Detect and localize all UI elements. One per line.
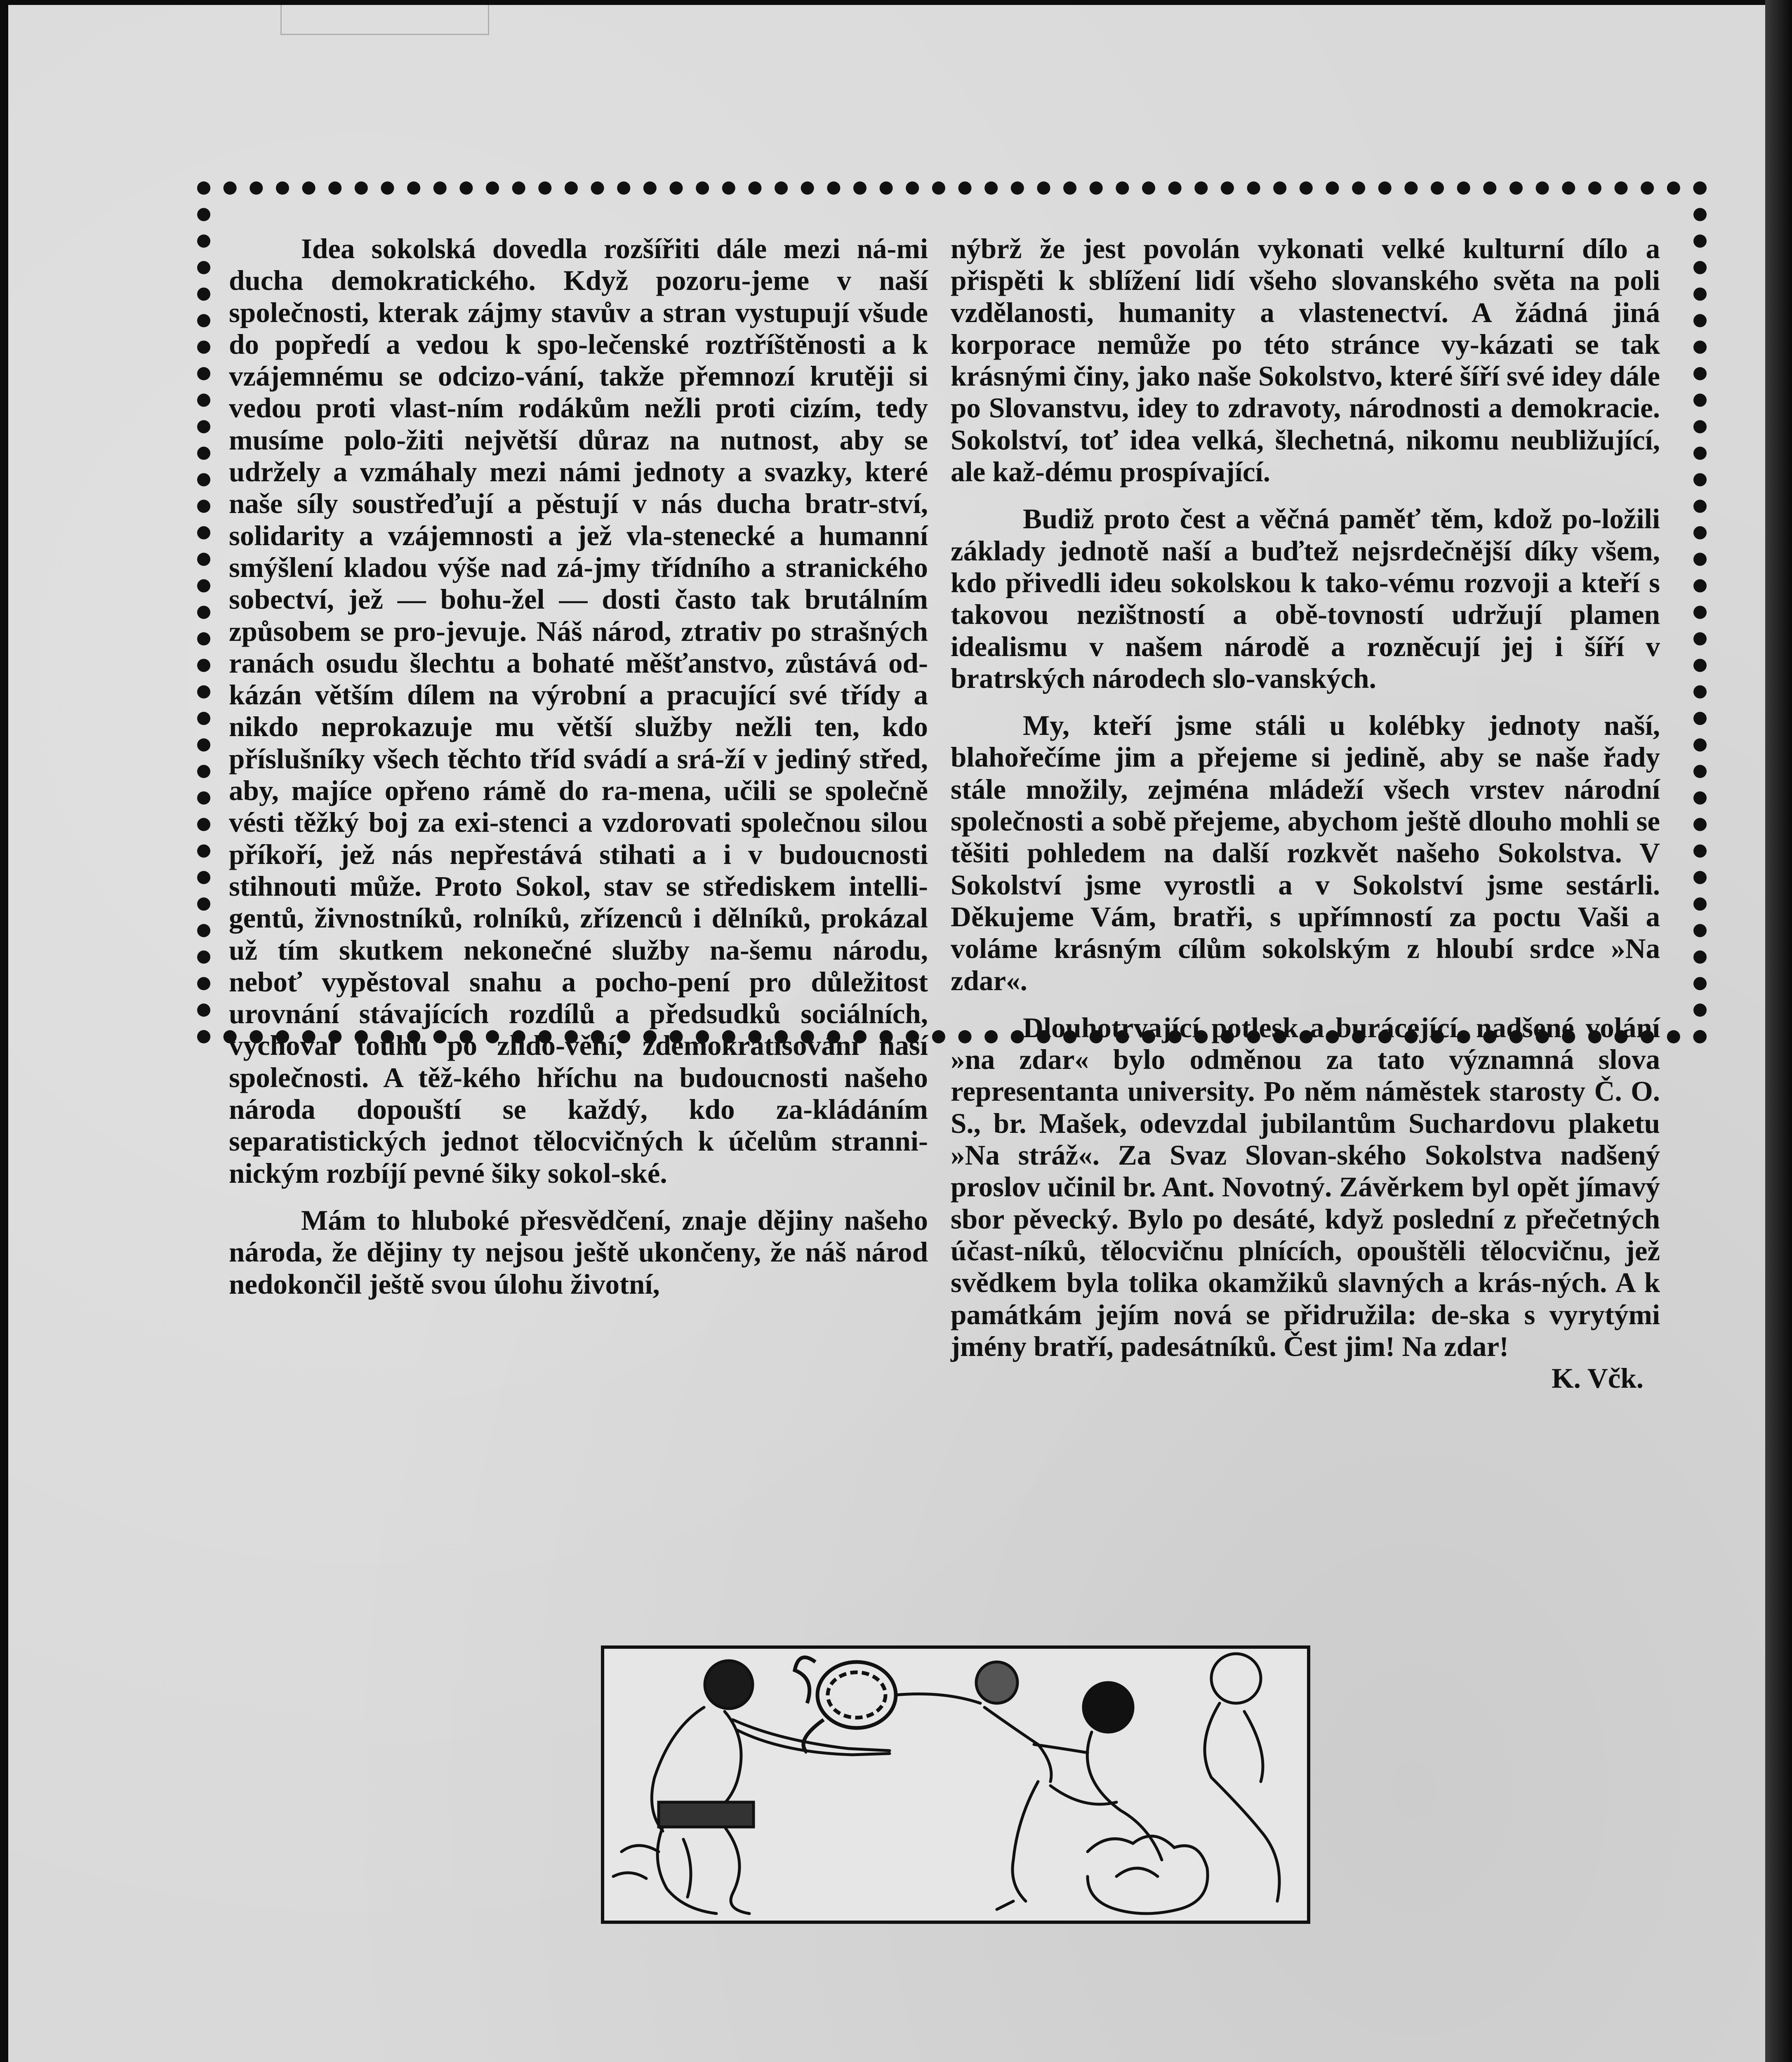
right-paragraph-2: Budiž proto čest a věčná paměť těm, kdož po-ložili základy jednotě naší a buďtež nejsrdečnější díky všem, kdo přivedli ideu sokolskou k tako-vému rozvoji a kteří s takovou nezištností a obě-tovností udržují plamen idealismu v našem národě a rozněcují jej i šíří v bratrských národech slo-vanských. <box>951 503 1660 694</box>
right-paragraph-4 <box>951 1012 1660 1394</box>
left-column <box>229 233 928 1300</box>
illustration-drawing <box>601 1645 1310 1924</box>
right-paragraph-1: nýbrž že jest povolán vykonati velké kulturní dílo a přispěti k sblížení lidí všeho slovanského světa na poli vzdělanosti, humanity a vlastenectví. A žádná jiná korporace nemůže po této stránce vy-kázati se tak krásnými činy, jako naše Sokolstvo, které šíří své idey dále po Slovanstvu, idey to zdravoty, národnosti a demokracie. Sokolství, toť idea velká, šlechetná, nikomu neubližující, ale kaž-dému prospívající. <box>951 233 1660 488</box>
signature: K. Včk. <box>1551 1363 1644 1394</box>
left-paragraph-1: Idea sokolská dovedla rozšířiti dále mezi ná-mi ducha demokratického. Když pozoru-jeme v naší společnosti, kterak zájmy stavův a stran vystupují všude do popředí a vedou k spo-lečenské roztříštěnosti a k vzájemnému se odcizo-vání, takže přemnozí krutěji si vedou proti vlast-ním rodákům nežli proti cizím, tedy musíme polo-žiti největší důraz na nutnost, aby se udržely a vzmáhaly mezi námi jednoty a svazky, které naše síly soustřeďují a pěstují v nás ducha bratr-ství, solidarity a vzájemnosti a jež vla-stenecké a humanní smýšlení kladou výše nad zá-jmy třídního a stranického sobectví, jež — bohu-žel — dosti často tak brutálním způsobem se pro-jevuje. Náš národ, ztrativ po strašných ranách osudu šlechtu a bohaté měšťanstvo, zůstává od-kázán větším dílem na výrobní a pracující své třídy a nikdo neprokazuje mu větší služby nežli ten, kdo příslušníky všech těchto tříd svádí a srá-ží v jediný střed, aby, majíce opřeno rámě do ra-mena, učili se společně vésti těžký boj za exi-stenci a vzdorovati společnou silou příkoří, jež nás nepřestává stihati a i v budoucnosti stihnouti může. Proto Sokol, stav se střediskem intelli-gentů, živnostníků, rolníků, zřízenců i dělníků, prokázal už tím skutkem nekonečné služby na-šemu národu, neboť vypěstoval snahu a pocho-pení pro důležitost urovnání stávajících rozdílů a předsudků sociálních, vychoval touhu po zlido-vění, zdemokratisování naší společnosti. A těž-kého hříchu na budoucnosti našeho národa dopouští se každý, kdo za-kládáním separatistických jednot tělocvičných k účelům stranni-nickým rozbíjí pevné šiky sokol-ské. <box>229 233 928 1189</box>
left-paragraph-2: Mám to hluboké přesvědčení, znaje dějiny našeho národa, že dějiny ty nejsou ještě ukončeny, že náš národ nedokončil ještě svou úlohu životní, <box>229 1204 928 1300</box>
scan-edge <box>1765 0 1792 2062</box>
right-paragraph-3: My, kteří jsme stáli u kolébky jednoty naší, blahořečíme jim a přejeme si jedině, aby se naše řady stále množily, zejména mládeží všech vrstev národní společnosti a sobě přejeme, abychom ještě dlouho mohli se těšiti pohledem na další rozkvět našeho Sokolstva. V Sokolství jsme vyrostli a v Sokolství jsme sestárli. Děkujeme Vám, bratři, s upřímností za poctu Vaši a voláme krásným cílům sokolským z hloubí srdce »Na zdar«. <box>951 710 1660 996</box>
closing-text: Dlouhotrvající potlesk a burácející, nadšené volání »na zdar« bylo odměnou za tato významná slova representanta university. Po něm náměstek starosty Č. O. S., br. Mašek, odevzdal jubilantům Suchardovu plaketu »Na stráž«. Za Svaz Slovan-ského Sokolstva nadšený proslov učinil br. Ant. Novotný. Závěrkem byl opět jímavý sbor pěvecký. Bylo po desáté, když poslední z přečetných účast-níků, tělocvičnu plnících, opouštěli tělocvičnu, jež svědkem byla tolika okamžiků slavných a krás-ných. A k památkám jejím nová se přidružila: de-ska s vyrytými jmény bratří, padesátníků. Čest jim! Na zdar! <box>951 1012 1660 1362</box>
right-column <box>951 233 1660 1394</box>
paper-scrap <box>280 5 489 35</box>
illustration-wrestlers-wreath <box>601 1645 1310 1924</box>
